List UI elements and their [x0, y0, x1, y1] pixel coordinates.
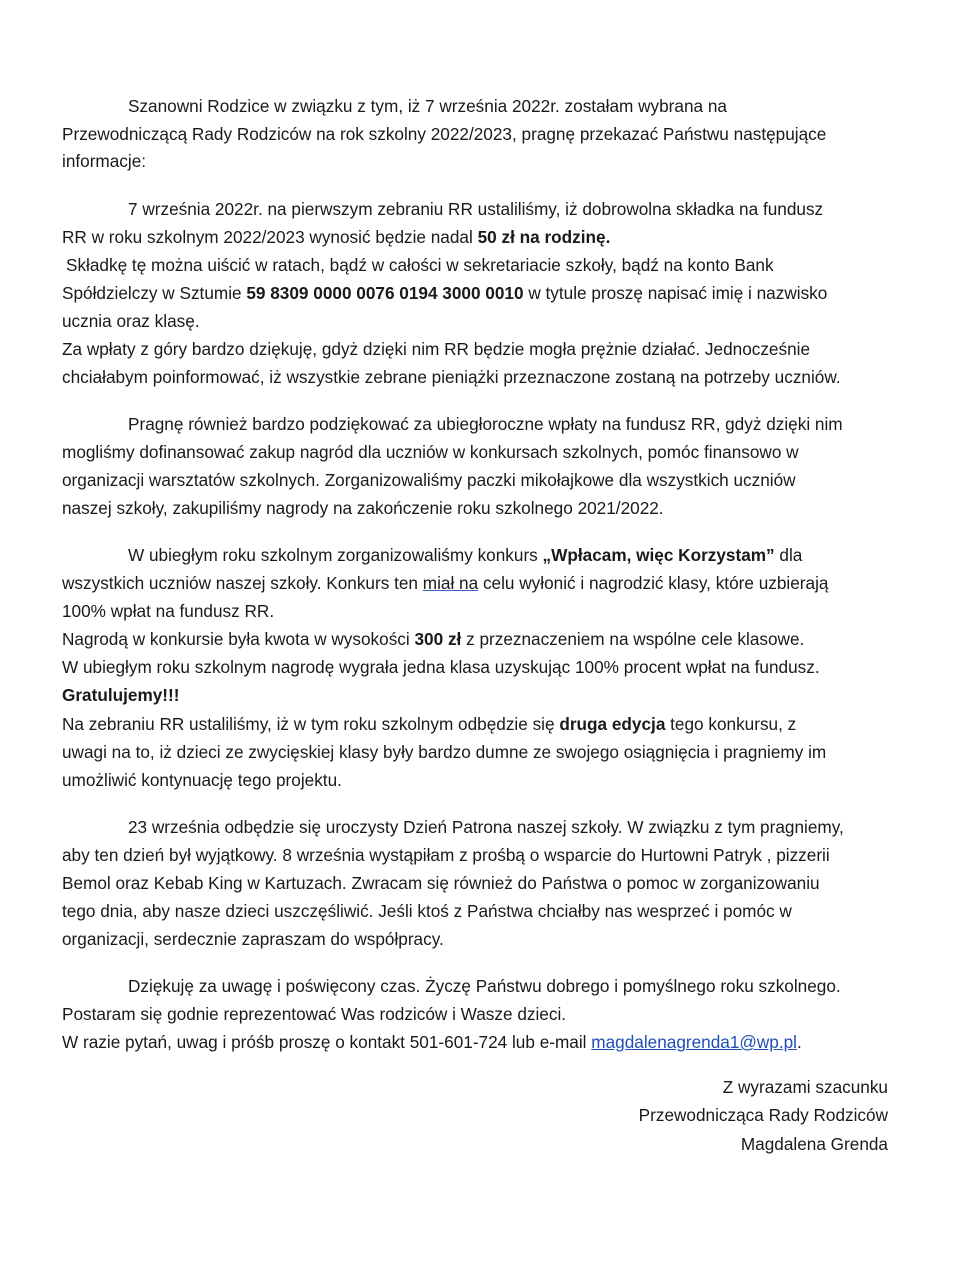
- paragraph-3-line: mogliśmy dofinansować zakup nagród dla uczniów w konkursach szkolnych, pomóc finansowo w: [62, 442, 799, 462]
- paragraph-2-line: Za wpłaty z góry bardzo dziękuję, gdyż dzięki nim RR będzie mogła prężnie działać. Jednocześnie: [62, 339, 811, 359]
- paragraph-4-line: [62, 712, 796, 736]
- prize-amount: 300 zł: [414, 629, 462, 649]
- email-link[interactable]: magdalenagrenda1@wp.pl: [591, 1032, 797, 1052]
- signature-closing: Z wyrazami szacunku: [722, 1077, 888, 1097]
- paragraph-5-line: tego dnia, aby nasze dzieci uszczęśliwić. Jeśli ktoś z Państwa chciałby nas wesprzeć i pomóc w: [62, 901, 792, 921]
- signature-name: Magdalena Grenda: [740, 1134, 888, 1154]
- paragraph-2-line: [62, 281, 827, 305]
- paragraph-4-line: uwagi na to, iż dzieci ze zwycięskiej klasy były bardzo dumne ze swojego osiągnięcia i pragniemy im: [62, 742, 827, 762]
- fee-amount: 50 zł na rodzinę.: [477, 227, 611, 247]
- paragraph-4-line: 100% wpłat na fundusz RR.: [62, 601, 275, 621]
- paragraph-4-line: W ubiegłym roku szkolnym nagrodę wygrała jedna klasa uzyskując 100% procent wpłat na fundusz.: [62, 657, 820, 677]
- bank-account-number: 59 8309 0000 0076 0194 3000 0010: [246, 283, 524, 303]
- text-span: z przeznaczeniem na wspólne cele klasowe.: [461, 629, 805, 649]
- signature-role: Przewodnicząca Rady Rodziców: [638, 1105, 888, 1125]
- paragraph-4-line: [62, 627, 804, 651]
- paragraph-6-line: Postaram się godnie reprezentować Was rodziców i Wasze dzieci.: [62, 1004, 567, 1024]
- paragraph-4-line: [128, 543, 802, 567]
- paragraph-4-line: umożliwić kontynuację tego projektu.: [62, 770, 342, 790]
- paragraph-2-line: [62, 225, 610, 249]
- text-span: tego konkursu, z: [665, 714, 797, 734]
- contest-name: „Wpłacam, więc Korzystam”: [542, 545, 775, 565]
- paragraph-2-line: ucznia oraz klasę.: [62, 311, 200, 331]
- paragraph-3-line: naszej szkoły, zakupiliśmy nagrody na zakończenie roku szkolnego 2021/2022.: [62, 498, 664, 518]
- text-span: .: [796, 1032, 802, 1052]
- text-span: W ubiegłym roku szkolnym zorganizowaliśmy konkurs: [128, 545, 543, 565]
- text-span: RR w roku szkolnym 2022/2023 wynosić będzie nadal: [62, 227, 478, 247]
- text-span: Spółdzielczy w Sztumie: [62, 283, 247, 303]
- paragraph-6-line: [62, 1030, 802, 1054]
- text-span: Na zebraniu RR ustaliliśmy, iż w tym roku szkolnym odbędzie się: [62, 714, 560, 734]
- text-span: Nagrodą w konkursie była kwota w wysokości: [62, 629, 415, 649]
- paragraph-4-line: [62, 571, 828, 595]
- paragraph-4-line: [62, 683, 179, 707]
- text-span: dla: [774, 545, 803, 565]
- paragraph-1-line: Szanowni Rodzice w związku z tym, iż 7 września 2022r. zostałam wybrana na: [128, 96, 727, 116]
- text-span: W razie pytań, uwag i próśb proszę o kontakt 501-601-724 lub e-mail: [62, 1032, 592, 1052]
- paragraph-5-line: Bemol oraz Kebab King w Kartuzach. Zwracam się również do Państwa o pomoc w zorganizowaniu: [62, 873, 820, 893]
- paragraph-3-line: organizacji warsztatów szkolnych. Zorganizowaliśmy paczki mikołajkowe dla wszystkich uczniów: [62, 470, 796, 490]
- paragraph-1-line: Przewodniczącą Rady Rodziców na rok szkolny 2022/2023, pragnę przekazać Państwu następujące: [62, 124, 827, 144]
- text-span: celu wyłonić i nagrodzić klasy, które uzbierają: [478, 573, 829, 593]
- paragraph-2-line: Składkę tę można uiścić w ratach, bądź w całości w sekretariacie szkoły, bądź na konto Bank: [66, 255, 774, 275]
- paragraph-2-line: chciałabym poinformować, iż wszystkie zebrane pieniążki przeznaczone zostaną na potrzeby uczniów.: [62, 367, 841, 387]
- text-span: w tytule proszę napisać imię i nazwisko: [523, 283, 828, 303]
- second-edition: druga edycja: [559, 714, 666, 734]
- congratulations: Gratulujemy!!!: [62, 685, 180, 705]
- paragraph-5-line: 23 września odbędzie się uroczysty Dzień Patrona naszej szkoły. W związku z tym pragniemy,: [128, 817, 844, 837]
- underlined-text: miał na: [422, 573, 479, 593]
- paragraph-3-line: Pragnę również bardzo podziękować za ubiegłoroczne wpłaty na fundusz RR, gdyż dzięki nim: [128, 414, 843, 434]
- paragraph-5-line: organizacji, serdecznie zapraszam do współpracy.: [62, 929, 444, 949]
- paragraph-1-line: informacje:: [62, 151, 147, 171]
- paragraph-6-line: Dziękuję za uwagę i poświęcony czas. Życzę Państwu dobrego i pomyślnego roku szkolnego.: [128, 976, 841, 996]
- paragraph-5-line: aby ten dzień był wyjątkowy. 8 września wystąpiłam z prośbą o wsparcie do Hurtowni Patryk , pizzerii: [62, 845, 830, 865]
- text-span: wszystkich uczniów naszej szkoły. Konkurs ten: [62, 573, 423, 593]
- paragraph-2-line: 7 września 2022r. na pierwszym zebraniu RR ustaliliśmy, iż dobrowolna składka na fundusz: [128, 199, 824, 219]
